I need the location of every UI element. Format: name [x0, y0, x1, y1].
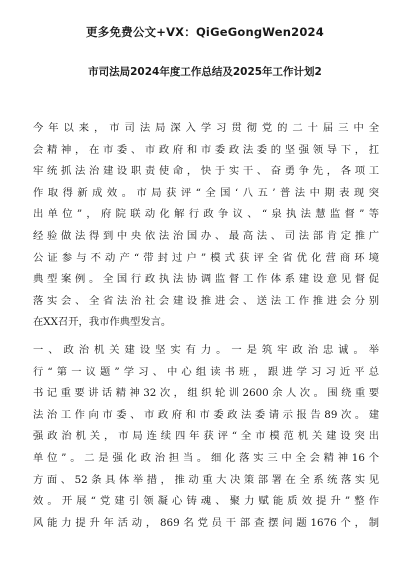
text-line: 会精神，在市委、市政府和市委政法委的坚强领导下，扛 [33, 143, 379, 156]
text-line: 行“第一议题”学习、中心组读书班，跟进学习习近平总 [33, 365, 379, 378]
text-line: 公证参与不动产“带封过户”模式获评全省优化营商环境 [33, 251, 379, 264]
text-line: 今年以来，市司法局深入学习贯彻党的二十届三中全 [33, 122, 379, 134]
text-line: 书记重要讲话精神32次，组织轮训2600余人次。围绕重要 [33, 387, 379, 400]
text-line: 风能力提升年活动，869名党员干部查摆问题1676个，制 [33, 516, 379, 529]
paragraph-section-one [33, 340, 379, 534]
document-body [33, 118, 379, 534]
text-line: 方面、52条具体举措，推动重大决策部署在全系统落实见 [33, 473, 379, 486]
text-line: 经验做法得到中央依法治国办、最高法、司法部肯定推广 [33, 229, 379, 242]
text-line: 效。开展“党建引领凝心铸魂、聚力赋能质效提升”整作 [33, 495, 379, 508]
text-line: 典型案例。全国行政执法协调监督工作体系建设意见督促 [33, 273, 379, 286]
text-line: 一、政治机关建设坚实有力。一是筑牢政治忠诚。举 [33, 343, 379, 356]
text-line: 作取得新成效。市局获评“全国‘八五’普法中期表现突 [33, 186, 379, 199]
promo-header: 更多免费公文+VX：QiGeGongWen2024 [86, 25, 324, 39]
text-line: 落实会、全省法治社会建设推进会、送法工作推进会分别 [33, 294, 379, 307]
text-line: 在XX召开，我市作典型发言。 [33, 316, 172, 329]
text-line: 牢统抓法治建设职责使命，快于实干、奋勇争先，各项工 [33, 165, 379, 178]
text-line: 出单位”，府院联动化解行政争议、“泉执法慧监督”等 [33, 208, 379, 221]
document-title: 市司法局2024年度工作总结及2025年工作计划2 [88, 66, 322, 78]
paragraph-intro [33, 118, 379, 334]
text-line: 法治工作向市委、市政府和市委政法委请示报告89次。建 [33, 408, 379, 421]
text-line: 强政治机关，市局连续四年获评“全市模范机关建设突出 [33, 430, 379, 443]
text-line: 单位”。二是强化政治担当。细化落实三中全会精神16个 [33, 451, 379, 464]
